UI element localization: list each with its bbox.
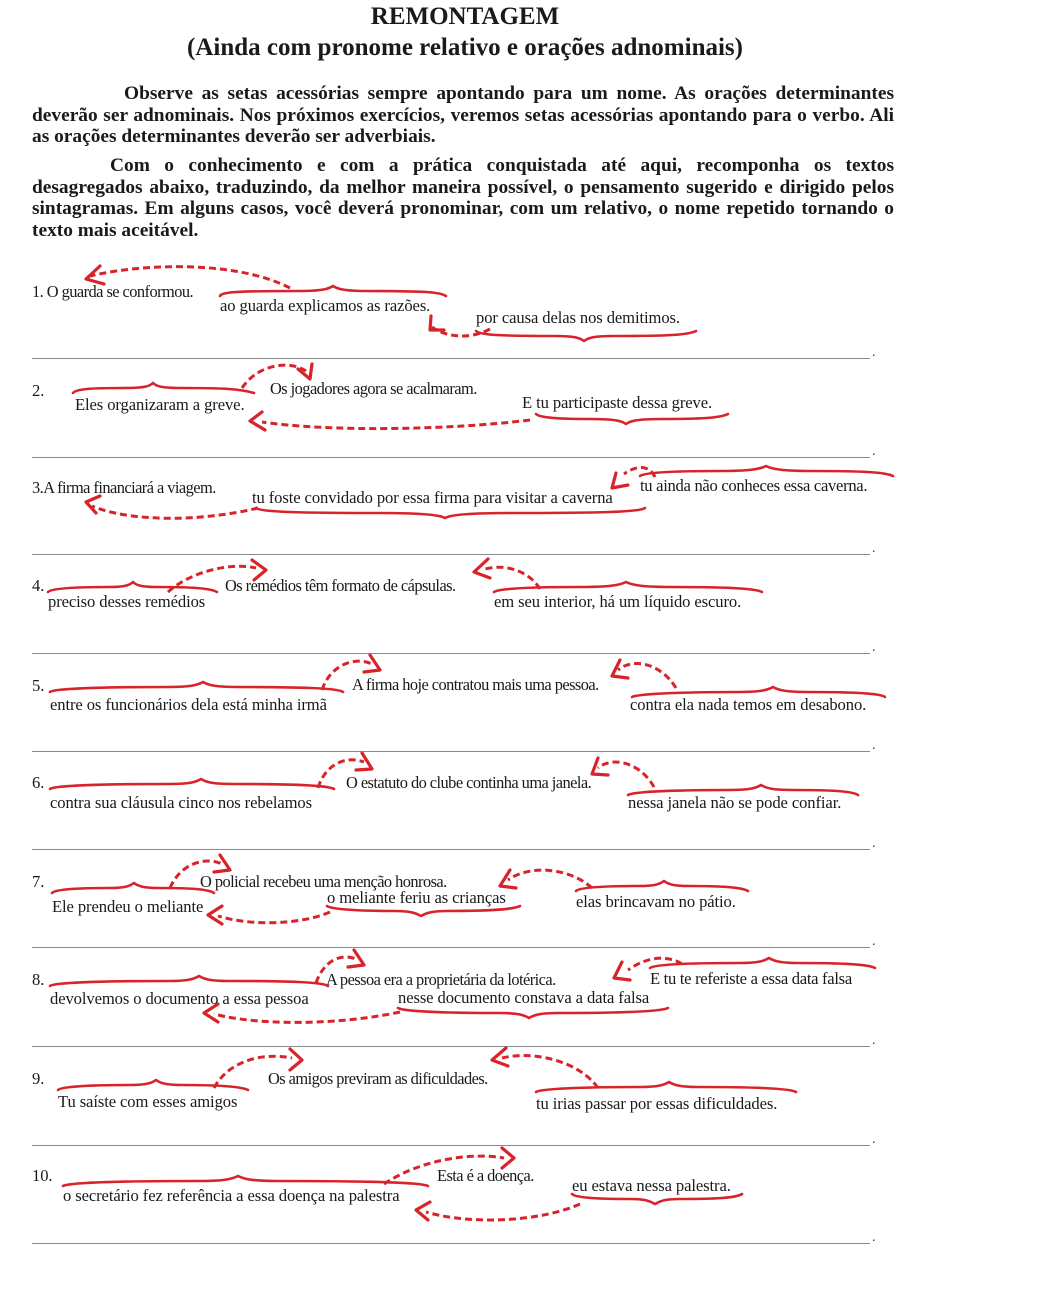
- segment-brace: [50, 779, 334, 789]
- arrow-head: [474, 559, 490, 578]
- answer-line[interactable]: [32, 751, 870, 752]
- segment-brace: [536, 1082, 796, 1092]
- arrow-head: [592, 758, 608, 775]
- exercise-segment: entre os funcionários dela está minha irmã: [50, 695, 327, 714]
- accessory-arrow: [502, 1056, 598, 1088]
- answer-line-end: .: [872, 738, 876, 753]
- exercise-number: 7.: [32, 872, 45, 891]
- exercise-segment: Ele prendeu o meliante: [52, 897, 204, 916]
- exercise-main-clause: Os amigos previram as dificuldades.: [268, 1069, 488, 1088]
- exercise-segment: nessa janela não se pode confiar.: [628, 793, 842, 812]
- segment-brace: [48, 582, 217, 592]
- page-title: REMONTAGEM: [370, 3, 560, 30]
- exercise-main-clause: A pessoa era a proprietária da lotérica.: [326, 970, 556, 989]
- answer-line-end: .: [872, 1033, 876, 1048]
- exercise-segment: contra sua cláusula cinco nos rebelamos: [50, 793, 312, 812]
- arrow-head: [612, 660, 628, 678]
- segment-brace: [63, 1176, 428, 1186]
- arrow-head: [356, 753, 372, 770]
- segment-brace: [50, 976, 328, 986]
- page-subtitle: (Ainda com pronome relativo e orações adnominais): [187, 34, 743, 61]
- exercise-segment: tu irias passar por essas dificuldades.: [536, 1094, 778, 1113]
- exercise-segment: tu ainda não conheces essa caverna.: [640, 476, 868, 495]
- answer-line[interactable]: [32, 358, 870, 359]
- arrow-head: [208, 906, 222, 924]
- arrow-head: [416, 1202, 430, 1220]
- arrow-head: [298, 364, 312, 379]
- segment-brace: [572, 1194, 742, 1204]
- arrow-head: [500, 870, 516, 888]
- accessory-arrow: [426, 1204, 580, 1220]
- answer-line[interactable]: [32, 1243, 870, 1244]
- exercise-segment: E tu te referiste a essa data falsa: [650, 969, 852, 988]
- accessory-arrow: [508, 870, 592, 888]
- instruction-paragraph: Observe as setas acessórias sempre apontando para um nome. As orações determinantes deverão ser adnominais. Nos próximos exercícios, veremos setas acessórias apontando para o verbo. Ali as orações determinantes deverão ser adverbiais.: [32, 83, 894, 147]
- exercise-number: 5.: [32, 676, 45, 695]
- exercise-segment: em seu interior, há um líquido escuro.: [494, 592, 742, 611]
- arrow-head: [430, 316, 444, 330]
- arrow-head: [348, 950, 364, 967]
- accessory-arrow: [92, 506, 258, 518]
- exercise-main-clause: O policial recebeu uma menção honrosa.: [200, 872, 447, 891]
- exercise-segment: devolvemos o documento a essa pessoa: [50, 989, 309, 1008]
- accessory-arrow: [214, 1012, 400, 1022]
- exercise-main-clause: O estatuto do clube continha uma janela.: [346, 773, 592, 792]
- accessory-arrow: [598, 762, 654, 787]
- segment-brace: [220, 286, 446, 296]
- answer-line[interactable]: [32, 1145, 870, 1146]
- segment-brace: [58, 1080, 248, 1090]
- exercise-number: 3.: [32, 478, 44, 497]
- segment-brace: [50, 682, 343, 692]
- answer-line-end: .: [872, 1230, 876, 1245]
- segment-brace: [398, 1008, 668, 1018]
- exercise-number: 4.: [32, 576, 45, 595]
- segment-brace: [494, 582, 762, 592]
- arrow-head: [86, 496, 100, 513]
- segment-brace: [256, 508, 645, 518]
- exercise-main-clause: Os jogadores agora se acalmaram.: [270, 379, 477, 398]
- exercise-segment: ao guarda explicamos as razões.: [220, 296, 431, 315]
- exercise-segment: por causa delas nos demitimos.: [476, 308, 680, 327]
- exercise-main-clause: Os remédios têm formato de cápsulas.: [225, 576, 456, 595]
- exercise-main-clause: A firma hoje contratou mais uma pessoa.: [352, 675, 599, 694]
- answer-line-end: .: [872, 1132, 876, 1147]
- exercise-segment: preciso desses remédios: [48, 592, 206, 611]
- arrow-head: [290, 1049, 302, 1070]
- arrow-head: [492, 1048, 508, 1066]
- segment-text: A firma financiará a viagem.: [43, 478, 216, 497]
- answer-line-end: .: [872, 836, 876, 851]
- answer-line-end: .: [872, 541, 876, 556]
- answer-line[interactable]: [32, 849, 870, 850]
- segment-brace: [650, 958, 875, 968]
- exercise-number: 6.: [32, 773, 45, 792]
- segment-brace: [73, 383, 254, 393]
- arrow-head: [614, 962, 630, 980]
- arrow-head: [250, 412, 265, 430]
- segment-brace: [640, 466, 893, 476]
- exercise-segment: tu foste convidado por essa firma para visitar a caverna: [252, 488, 613, 507]
- answer-line-end: .: [872, 345, 876, 360]
- accessory-arrow: [618, 664, 676, 688]
- answer-line-end: .: [872, 640, 876, 655]
- accessory-arrow: [218, 912, 330, 923]
- segment-text: O guarda se conformou.: [46, 282, 194, 301]
- arrow-head: [502, 1148, 514, 1168]
- arrow-head: [214, 855, 230, 872]
- exercise-main-clause: Esta é a doença.: [437, 1166, 534, 1185]
- exercise-segment: eu estava nessa palestra.: [572, 1176, 731, 1195]
- arrow-head: [612, 473, 628, 488]
- segment-brace: [327, 906, 520, 916]
- exercise-number: 8.: [32, 970, 45, 989]
- answer-line[interactable]: [32, 947, 870, 948]
- exercise-segment: Eles organizaram a greve.: [75, 395, 245, 414]
- exercise-segment: nesse documento constava a data falsa: [398, 988, 650, 1007]
- accessory-arrow: [432, 327, 490, 336]
- accessory-arrow: [482, 567, 540, 589]
- answer-line-end: .: [872, 444, 876, 459]
- exercise-segment: Tu saíste com esses amigos: [58, 1092, 238, 1111]
- segment-brace: [536, 414, 728, 424]
- answer-line[interactable]: [32, 457, 870, 458]
- segment-brace: [476, 331, 696, 341]
- exercise-segment: o secretário fez referência a essa doença na palestra: [63, 1186, 400, 1205]
- exercise-number: 2.: [32, 381, 45, 400]
- segment-brace: [52, 883, 214, 893]
- answer-line[interactable]: [32, 653, 870, 654]
- segment-brace: [576, 881, 748, 891]
- accessory-arrow: [262, 420, 530, 429]
- exercise-main-clause: [32, 284, 193, 300]
- exercise-main-clause: [32, 480, 216, 496]
- instruction-paragraph: Com o conhecimento e com a prática conquistada até aqui, recomponha os textos desagregados abaixo, traduzindo, da melhor maneira possível, o pensamento sugerido e dirigido pelos sintagramas. Em alguns casos, você deverá pronominar, com um relativo, o nome repetido tornando o texto mais aceitável.: [32, 155, 894, 241]
- exercise-segment: E tu participaste dessa greve.: [522, 393, 713, 412]
- exercise-number: 10.: [32, 1166, 53, 1185]
- exercise-segment: elas brincavam no pátio.: [576, 892, 736, 911]
- exercise-number: 9.: [32, 1069, 45, 1088]
- answer-line[interactable]: [32, 554, 870, 555]
- answer-line[interactable]: [32, 1046, 870, 1047]
- arrow-head: [364, 655, 380, 672]
- answer-line-end: .: [872, 934, 876, 949]
- exercise-segment: contra ela nada temos em desabono.: [630, 695, 867, 714]
- exercise-segment: o meliante feriu as crianças: [327, 888, 506, 907]
- exercise-number: 1.: [32, 282, 44, 301]
